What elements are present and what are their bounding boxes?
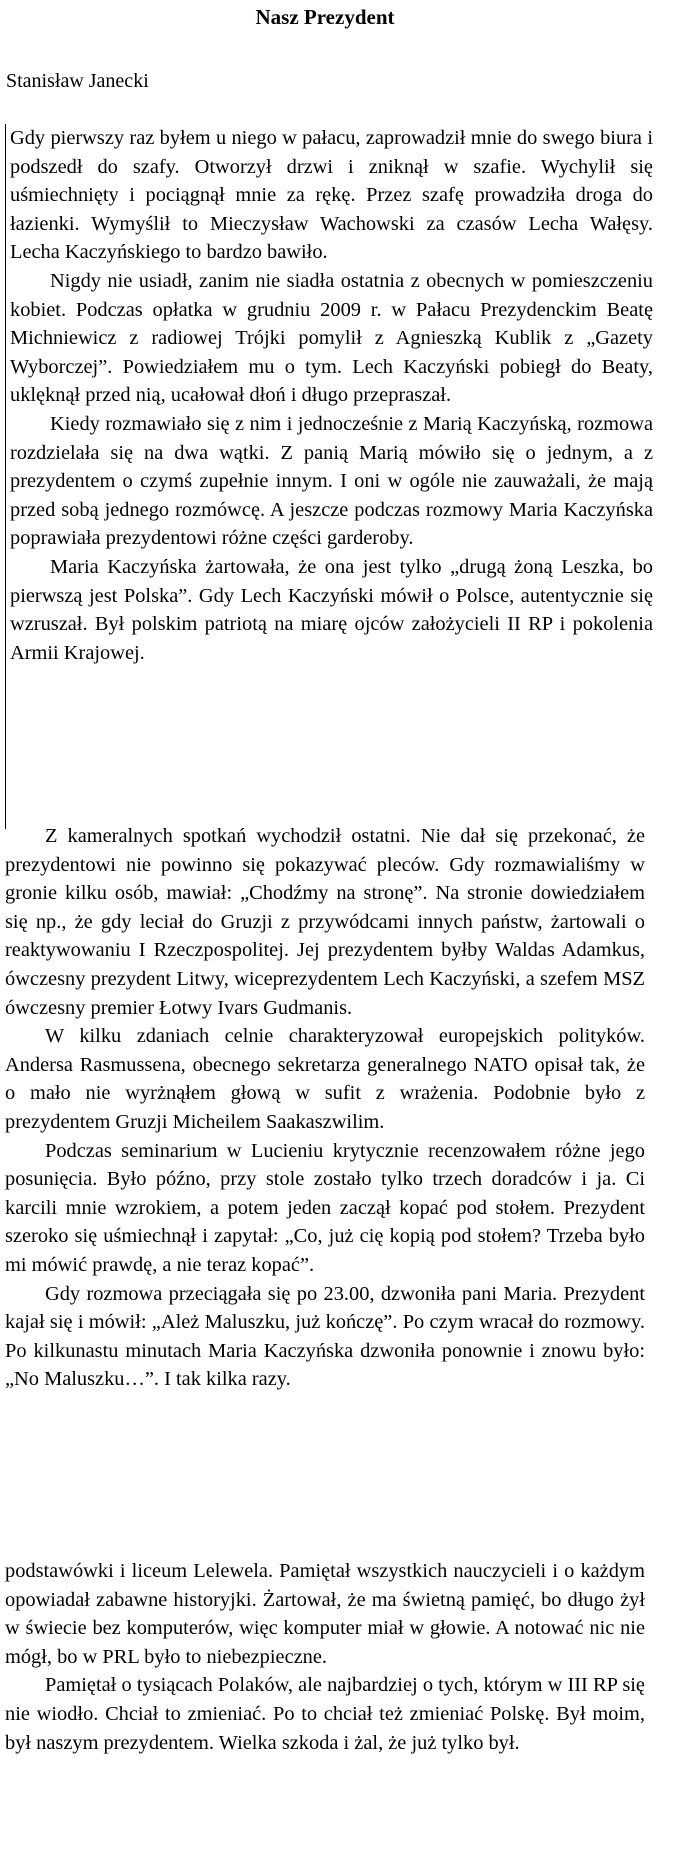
article-section-1: [5, 124, 653, 829]
paragraph: Gdy rozmowa przeciągała się po 23.00, dzwoniła pani Maria. Prezydent kajał się i mówił: „Ależ Maluszku, już kończę”. Po czym wracał do rozmowy. Po kilkunastu minutach Maria Kaczyńska dzwoniła ponownie i znowu było: „No Maluszku…”. I tak kilka razy.: [5, 1282, 645, 1391]
author-name: Stanisław Janecki: [6, 70, 149, 92]
article-section-2: [5, 822, 645, 1394]
paragraph: Podczas seminarium w Lucieniu krytycznie recenzowałem różne jego posunięcia. Było późno, przy stole zostało tylko trzech doradców i ja. Ci karcili mnie wzrokiem, a potem jeden zaczął kopać pod stołem. Prezydent szeroko się uśmiechnął i zapytał: „Co, już cię kopią pod stołem? Trzeba było mi mówić prawdę, a nie teraz kopać”.: [5, 1139, 645, 1276]
article-section-3: [5, 1557, 645, 1757]
paragraph: Nigdy nie usiadł, zanim nie siadła ostatnia z obecnych w pomieszczeniu kobiet. Podczas opłatka w grudniu 2009 r. w Pałacu Prezydenckim Beatę Michniewicz z radiowej Trójki pomylił z Agnieszką Kublik z „Gazety Wyborczej”. Powiedziałem mu o tym. Lech Kaczyński pobiegł do Beaty, uklęknął przed nią, ucałował dłoń i długo przepraszał.: [10, 269, 653, 407]
paragraph: Gdy pierwszy raz byłem u niego w pałacu, zaprowadził mnie do swego biura i podszedł do szafy. Otworzył drzwi i zniknął w szafie. Wychylił się uśmiechnięty i pociągnął mnie za rękę. Przez szafę prowadziła droga do łazienki. Wymyślił to Mieczysław Wachowski za czasów Lecha Wałęsy. Lecha Kaczyńskiego to bardzo bawiło.: [10, 127, 653, 264]
paragraph: podstawówki i liceum Lelewela. Pamiętał wszystkich nauczycieli i o każdym opowiadał zabawne historyjki. Żartował, że ma świetną pamięć, bo długo żył w świecie bez komputerów, więc komputer miał w głowie. A notować nic nie mógł, bo w PRL było to niebezpieczne.: [5, 1560, 645, 1668]
paragraph: Z kameralnych spotkań wychodził ostatni. Nie dał się przekonać, że prezydentowi nie powinno się pokazywać pleców. Gdy rozmawialiśmy w gronie kilku osób, mawiał: „Chodźmy na stronę”. Na stronie dowiedziałem się np., że gdy leciał do Gruzji z przywódcami innych państw, żartowali o reaktywowaniu I Rzeczpospolitej. Jej prezydentem byłby Waldas Adamkus, ówczesny prezydent Litwy, wiceprezydentem Lech Kaczyński, a szefem MSZ ówczesny premier Łotwy Ivars Gudmanis.: [5, 825, 645, 1019]
article-title: Nasz Prezydent: [255, 5, 395, 29]
paragraph: Kiedy rozmawiało się z nim i jednocześnie z Marią Kaczyńską, rozmowa rozdzielała się na dwa wątki. Z panią Marią mówiło się o jednym, a z prezydentem o czymś zupełnie innym. I oni w ogóle nie zauważali, że mają przed sobą jednego rozmówcę. A jeszcze podczas rozmowy Maria Kaczyńska poprawiała prezydentowi różne części garderoby.: [10, 412, 653, 550]
paragraph: W kilku zdaniach celnie charakteryzował europejskich polityków. Andersa Rasmussena, obecnego sekretarza generalnego NATO opisał tak, że o mało nie wyrżnąłem głową w sufit z wrażenia. Podobnie było z prezydentem Gruzji Micheilem Saakaszwilim.: [5, 1025, 645, 1133]
paragraph: Pamiętał o tysiącach Polaków, ale najbardziej o tych, którym w III RP się nie wiodło. Chciał to zmieniać. Po to chciał też zmieniać Polskę. Był moim, był naszym prezydentem. Wielka szkoda i żal, że już tylko był.: [5, 1674, 645, 1754]
paragraph: Maria Kaczyńska żartowała, że ona jest tylko „drugą żoną Leszka, bo pierwszą jest Polska”. Gdy Lech Kaczyński mówił o Polsce, autentycznie się wzruszał. Był polskim patriotą na miarę ojców założycieli II RP i pokolenia Armii Krajowej.: [10, 555, 653, 664]
